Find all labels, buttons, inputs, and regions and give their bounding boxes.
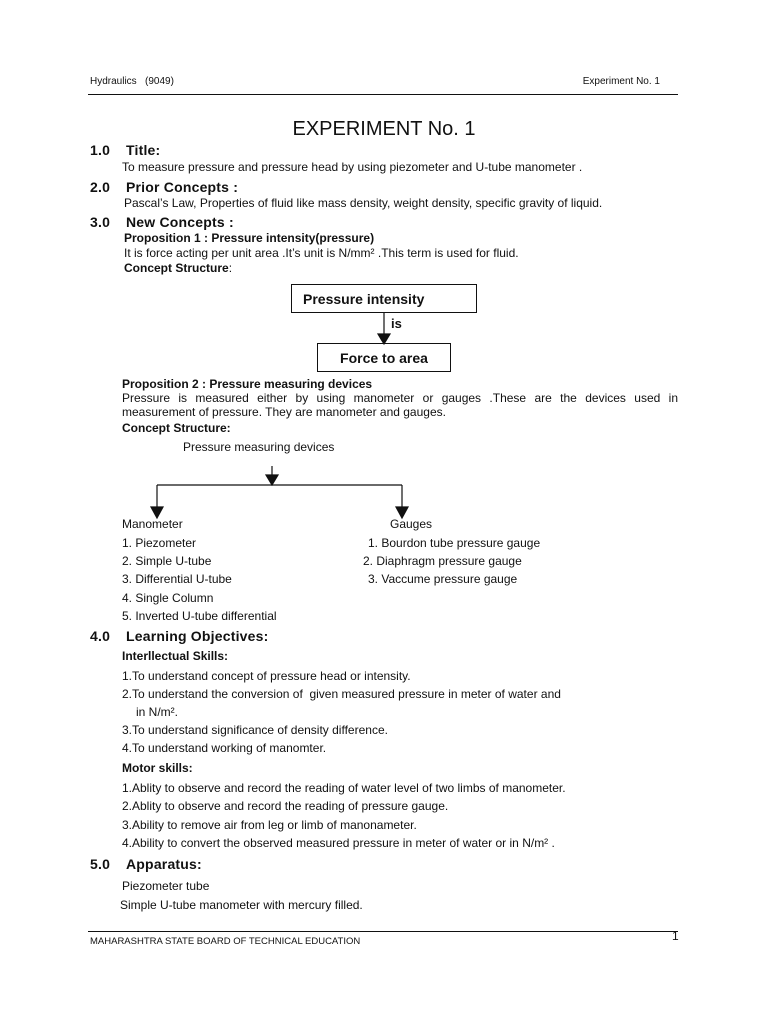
intellectual-skill-item: 1.To understand concept of pressure head or intensity. [122, 669, 411, 683]
intellectual-skill-item: 3.To understand significance of density difference. [122, 723, 388, 737]
concept-structure-text: Concept Structure [124, 261, 229, 275]
proposition-2-text: Pressure is measured either by using manometer or gauges .These are the devices used in measurement of pressure. They are manometer and gauges. [122, 391, 678, 419]
motor-skill-item: 4.Ability to convert the observed measured pressure in meter of water or in N/m² . [122, 836, 555, 850]
page-number: 1 [672, 929, 679, 943]
section-number: 5.0 [90, 856, 111, 872]
pressure-measuring-devices-label: Pressure measuring devices [183, 440, 335, 454]
section-title: Apparatus: [126, 856, 202, 872]
proposition-1-text: It is force acting per unit area .It’s unit is N/mm² .This term is used for fluid. [124, 246, 519, 260]
section-title: Prior Concepts : [126, 179, 239, 195]
motor-skill-item: 2.Ablity to observe and record the reading of pressure gauge. [122, 799, 449, 813]
footer-rule [88, 931, 678, 932]
proposition-1-heading: Proposition 1 : Pressure intensity(pressure) [124, 231, 375, 245]
intellectual-skill-item: 4.To understand working of manomter. [122, 741, 327, 755]
section-4-heading [90, 628, 268, 644]
manometer-item: 1. Piezometer [122, 536, 197, 550]
section-number: 3.0 [90, 214, 111, 230]
motor-skills-heading: Motor skills: [122, 761, 193, 775]
footer-board: MAHARASHTRA STATE BOARD OF TECHNICAL EDUCATION [90, 936, 361, 947]
force-to-area-label: Force to area [340, 349, 428, 366]
gauge-item: 1. Bourdon tube pressure gauge [368, 536, 541, 550]
section-title: Learning Objectives: [126, 628, 269, 644]
root-arrowhead [266, 475, 278, 485]
gauge-item: 3. Vaccume pressure gauge [368, 572, 518, 586]
manometer-item: 2. Simple U-tube [122, 554, 212, 568]
pressure-intensity-label: Pressure intensity [303, 290, 425, 307]
gauge-item: 2. Diaphragm pressure gauge [363, 554, 522, 568]
diagram-link-label: is [391, 316, 402, 331]
manometer-heading: Manometer [122, 517, 183, 531]
section-title: New Concepts : [126, 214, 234, 230]
section-number: 1.0 [90, 142, 111, 158]
diagram1-arrowhead [378, 334, 390, 344]
intellectual-skills-heading: Interllectual Skills: [122, 649, 229, 663]
section-5-heading [90, 856, 202, 872]
header-experiment: Experiment No. 1 [582, 76, 660, 87]
manometer-item: 5. Inverted U-tube differential [122, 609, 277, 623]
proposition-2-heading: Proposition 2 : Pressure measuring devices [122, 377, 373, 391]
section-1-text: To measure pressure and pressure head by using piezometer and U-tube manometer . [122, 160, 583, 174]
course-name: Hydraulics [90, 76, 137, 87]
section-title: Title: [126, 142, 161, 158]
concept-structure-colon: : [228, 261, 233, 275]
gauges-heading: Gauges [390, 517, 433, 531]
section-number: 2.0 [90, 179, 111, 195]
apparatus-item: Simple U-tube manometer with mercury filled. [120, 898, 363, 912]
motor-skill-item: 1.Ablity to observe and record the reading of water level of two limbs of manometer. [122, 781, 566, 795]
page-title: EXPERIMENT No. 1 [292, 118, 476, 140]
concept-structure-2-label: Concept Structure: [122, 421, 231, 435]
manometer-item: 4. Single Column [122, 591, 214, 605]
intellectual-skill-item-continued: in N/m². [136, 705, 178, 719]
manometer-item: 3. Differential U-tube [122, 572, 232, 586]
section-number: 4.0 [90, 628, 111, 644]
course-code: (9049) [145, 76, 174, 87]
section-2-text: Pascal’s Law, Properties of fluid like mass density, weight density, specific gravity of liquid. [124, 196, 603, 210]
motor-skill-item: 3.Ability to remove air from leg or limb of manonameter. [122, 818, 417, 832]
intellectual-skill-item: 2.To understand the conversion of given measured pressure in meter of water and [122, 687, 561, 701]
apparatus-item: Piezometer tube [122, 879, 210, 893]
